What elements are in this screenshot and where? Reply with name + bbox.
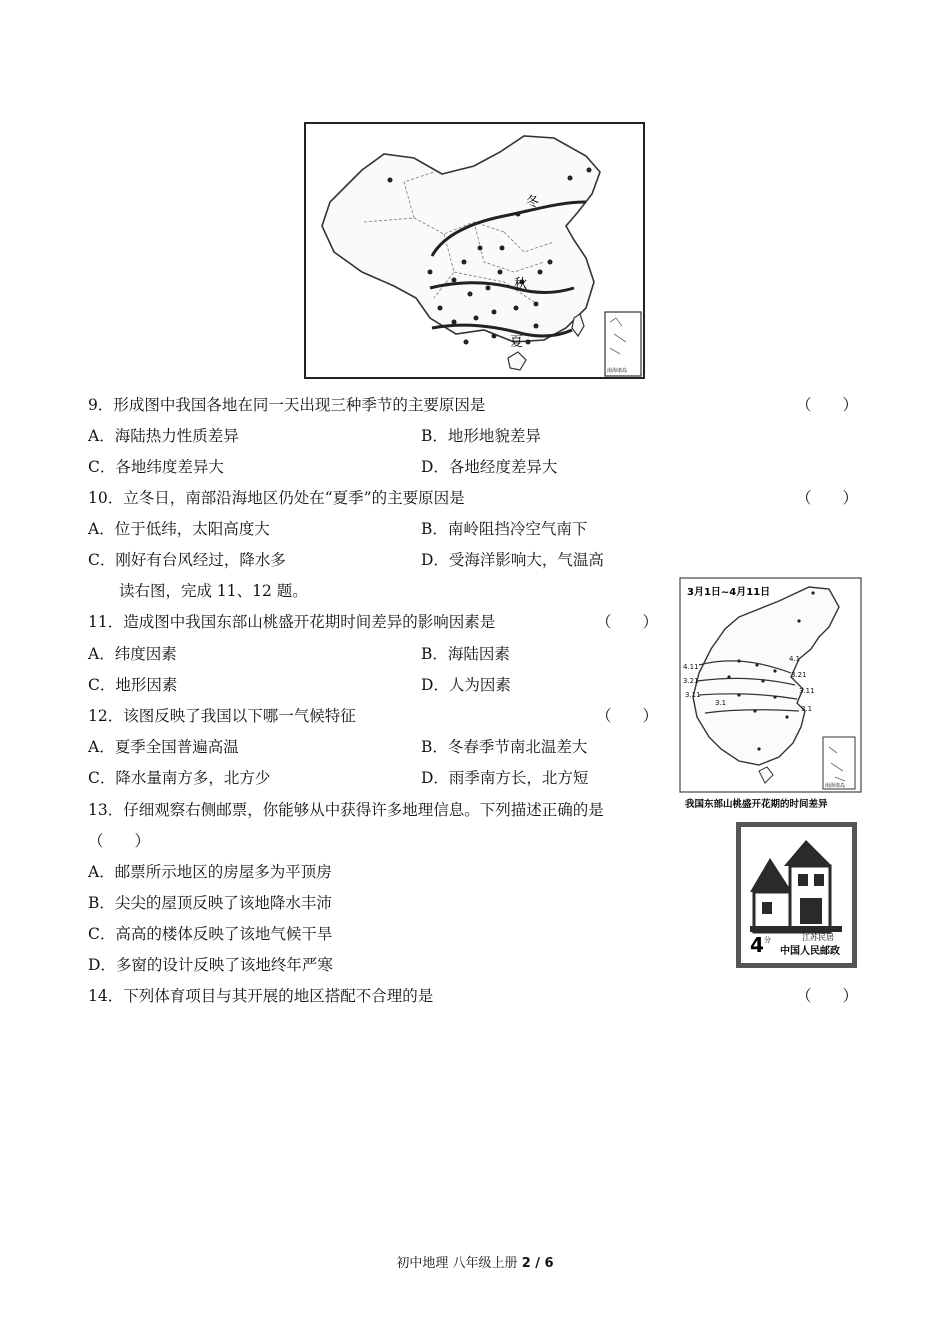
- stamp-issuer: 中国人民邮政: [780, 946, 840, 957]
- season-map-figure: [304, 122, 645, 379]
- date-label: 3.11: [799, 687, 815, 695]
- q12-option-b[interactable]: B．冬春季节南北温差大: [421, 738, 588, 756]
- q10-stem: 10．立冬日，南部沿海地区仍处在“夏季”的主要原因是: [88, 489, 465, 507]
- instruction: 读右图，完成 11、12 题。: [119, 582, 308, 600]
- q13-option-d[interactable]: D．多窗的设计反映了该地终年严寒: [88, 956, 333, 974]
- date-label: 3.21: [791, 671, 807, 679]
- stamp-figure: [736, 822, 857, 968]
- inset-label: 南海诸岛: [825, 783, 846, 789]
- q11-option-a[interactable]: A．纬度因素: [88, 645, 177, 663]
- date-label: 3.21: [683, 677, 699, 685]
- q11-option-d[interactable]: D．人为因素: [421, 676, 511, 694]
- q11-answer-blank[interactable]: （ ）: [596, 613, 659, 631]
- q10-option-d[interactable]: D．受海洋影响大，气温高: [421, 551, 604, 569]
- stamp-value: 4: [750, 933, 764, 957]
- q10-option-c[interactable]: C．刚好有台风经过，降水多: [88, 551, 286, 569]
- stamp-title: 江苏民居: [802, 933, 834, 942]
- label-autumn: 秋: [514, 277, 528, 292]
- inset-label: 南海诸岛: [607, 368, 628, 374]
- date-label: 4.1: [789, 655, 801, 663]
- blossom-map: [679, 577, 862, 812]
- q12-option-d[interactable]: D．雨季南方长，北方短: [421, 769, 589, 787]
- q11-stem: 11．造成图中我国东部山桃盛开花期时间差异的影响因素是: [88, 613, 496, 631]
- q12-answer-blank[interactable]: （ ）: [596, 707, 659, 725]
- q10-option-b[interactable]: B．南岭阻挡冷空气南下: [421, 520, 588, 538]
- q13-option-b[interactable]: B．尖尖的屋顶反映了该地降水丰沛: [88, 894, 332, 912]
- q11-option-b[interactable]: B．海陆因素: [421, 645, 510, 663]
- page-number: 2 / 6: [521, 1256, 554, 1271]
- q9-option-a[interactable]: A．海陆热力性质差异: [88, 427, 239, 445]
- q11-option-c[interactable]: C．地形因素: [88, 676, 178, 694]
- q14-stem: 14．下列体育项目与其开展的地区搭配不合理的是: [88, 987, 434, 1005]
- q13-stem: 13．仔细观察右侧邮票，你能够从中获得许多地理信息。下列描述正确的是: [88, 801, 604, 819]
- stamp: [736, 822, 857, 968]
- page-footer: [0, 1252, 950, 1271]
- label-summer: 夏: [510, 335, 524, 350]
- q10-answer-blank[interactable]: （ ）: [796, 489, 859, 507]
- q9-option-d[interactable]: D．各地经度差异大: [421, 458, 558, 476]
- date-label: 3.11: [685, 691, 701, 699]
- footer-text: 初中地理 八年级上册: [396, 1256, 522, 1271]
- blossom-map-title: 3月1日~4月11日: [687, 587, 771, 598]
- q12-stem: 12．该图反映了我国以下哪一气候特征: [88, 707, 356, 725]
- q10-option-a[interactable]: A．位于低纬，太阳高度大: [88, 520, 270, 538]
- q13-option-a[interactable]: A．邮票所示地区的房屋多为平顶房: [88, 863, 332, 881]
- q9-stem: 9．形成图中我国各地在同一天出现三种季节的主要原因是: [88, 396, 486, 414]
- q14-answer-blank[interactable]: （ ）: [796, 987, 859, 1005]
- q9-answer-blank[interactable]: （ ）: [796, 396, 859, 414]
- date-label: 3.1: [801, 705, 813, 713]
- q12-option-a[interactable]: A．夏季全国普遍高温: [88, 738, 239, 756]
- date-label: 3.1: [715, 699, 727, 707]
- label-winter: 冬: [526, 195, 540, 210]
- stamp-unit: 分: [764, 936, 771, 944]
- q9-option-b[interactable]: B．地形地貌差异: [421, 427, 541, 445]
- date-label: 4.11: [683, 663, 699, 671]
- season-map: [304, 122, 645, 379]
- blossom-map-caption: 我国东部山桃盛开花期的时间差异: [685, 799, 828, 810]
- q12-option-c[interactable]: C．降水量南方多，北方少: [88, 769, 271, 787]
- q13-answer-blank[interactable]: （ ）: [88, 832, 151, 850]
- q13-option-c[interactable]: C．高高的楼体反映了该地气候干旱: [88, 925, 333, 943]
- blossom-map-figure: [679, 577, 862, 812]
- q9-option-c[interactable]: C．各地纬度差异大: [88, 458, 224, 476]
